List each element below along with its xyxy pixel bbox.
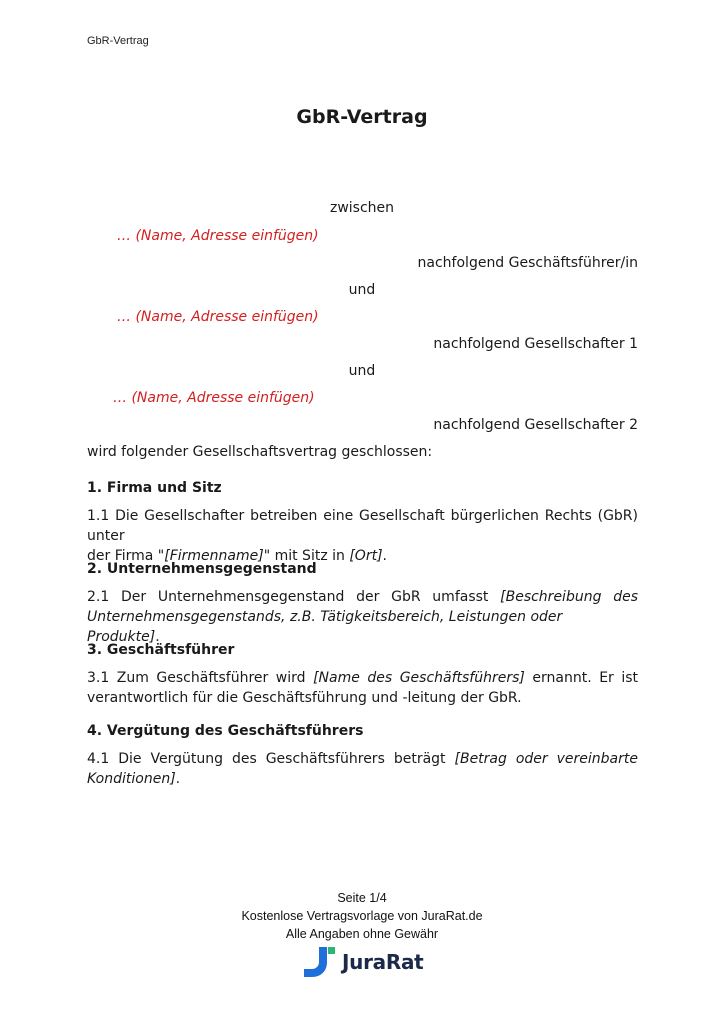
jurarat-logo-icon bbox=[302, 945, 336, 979]
and-label-2: und bbox=[348, 363, 376, 379]
paragraph-line: Unternehmensgegenstands, z.B. Tätigkeitsbereich, Leistungen oder Produkte]. bbox=[87, 609, 563, 645]
section-paragraph bbox=[87, 668, 638, 708]
section-heading: 2. Unternehmensgegenstand bbox=[87, 561, 317, 577]
footer-source: Kostenlose Vertragsvorlage von JuraRat.de bbox=[241, 909, 483, 923]
paragraph-line: 1.1 Die Gesellschafter betreiben eine Gesellschaft bürgerlichen Rechts (GbR) unter bbox=[87, 508, 638, 544]
paragraph-line: 4.1 Die Vergütung des Geschäftsführers beträgt [Betrag oder vereinbarte bbox=[87, 751, 638, 767]
section-heading: 1. Firma und Sitz bbox=[87, 480, 222, 496]
paragraph-line: 2.1 Der Unternehmensgegenstand der GbR umfasst [Beschreibung des bbox=[87, 589, 638, 605]
footer-disclaimer: Alle Angaben ohne Gewähr bbox=[285, 927, 439, 941]
paragraph-line: verantwortlich für die Geschäftsführung und -leitung der GbR. bbox=[87, 690, 522, 706]
paragraph-line: der Firma "[Firmenname]" mit Sitz in [Ort]. bbox=[87, 548, 387, 564]
section-heading: 4. Vergütung des Geschäftsführers bbox=[87, 723, 364, 739]
paragraph-line: 3.1 Zum Geschäftsführer wird [Name des Geschäftsführers] ernannt. Er ist bbox=[87, 670, 638, 686]
section-paragraph bbox=[87, 587, 638, 647]
between-label: zwischen bbox=[329, 200, 395, 216]
section-paragraph bbox=[87, 506, 638, 566]
document-title: GbR-Vertrag bbox=[296, 106, 428, 128]
running-header: GbR-Vertrag bbox=[87, 35, 149, 47]
section-paragraph bbox=[87, 749, 638, 789]
party3-role: nachfolgend Gesellschafter 2 bbox=[433, 417, 638, 433]
party2-role: nachfolgend Gesellschafter 1 bbox=[433, 336, 638, 352]
logo-wordmark: JuraRat bbox=[342, 950, 424, 974]
party3-placeholder: … (Name, Adresse einfügen) bbox=[113, 390, 315, 406]
section-heading: 3. Geschäftsführer bbox=[87, 642, 235, 658]
party1-role: nachfolgend Geschäftsführer/in bbox=[417, 255, 638, 271]
jurarat-logo bbox=[302, 944, 423, 980]
party1-placeholder: … (Name, Adresse einfügen) bbox=[117, 228, 319, 244]
paragraph-line: Konditionen]. bbox=[87, 771, 181, 787]
intro-sentence: wird folgender Gesellschaftsvertrag geschlossen: bbox=[87, 444, 433, 460]
party2-placeholder: … (Name, Adresse einfügen) bbox=[117, 309, 319, 325]
page-number: Seite 1/4 bbox=[337, 891, 387, 905]
and-label-1: und bbox=[348, 282, 376, 298]
